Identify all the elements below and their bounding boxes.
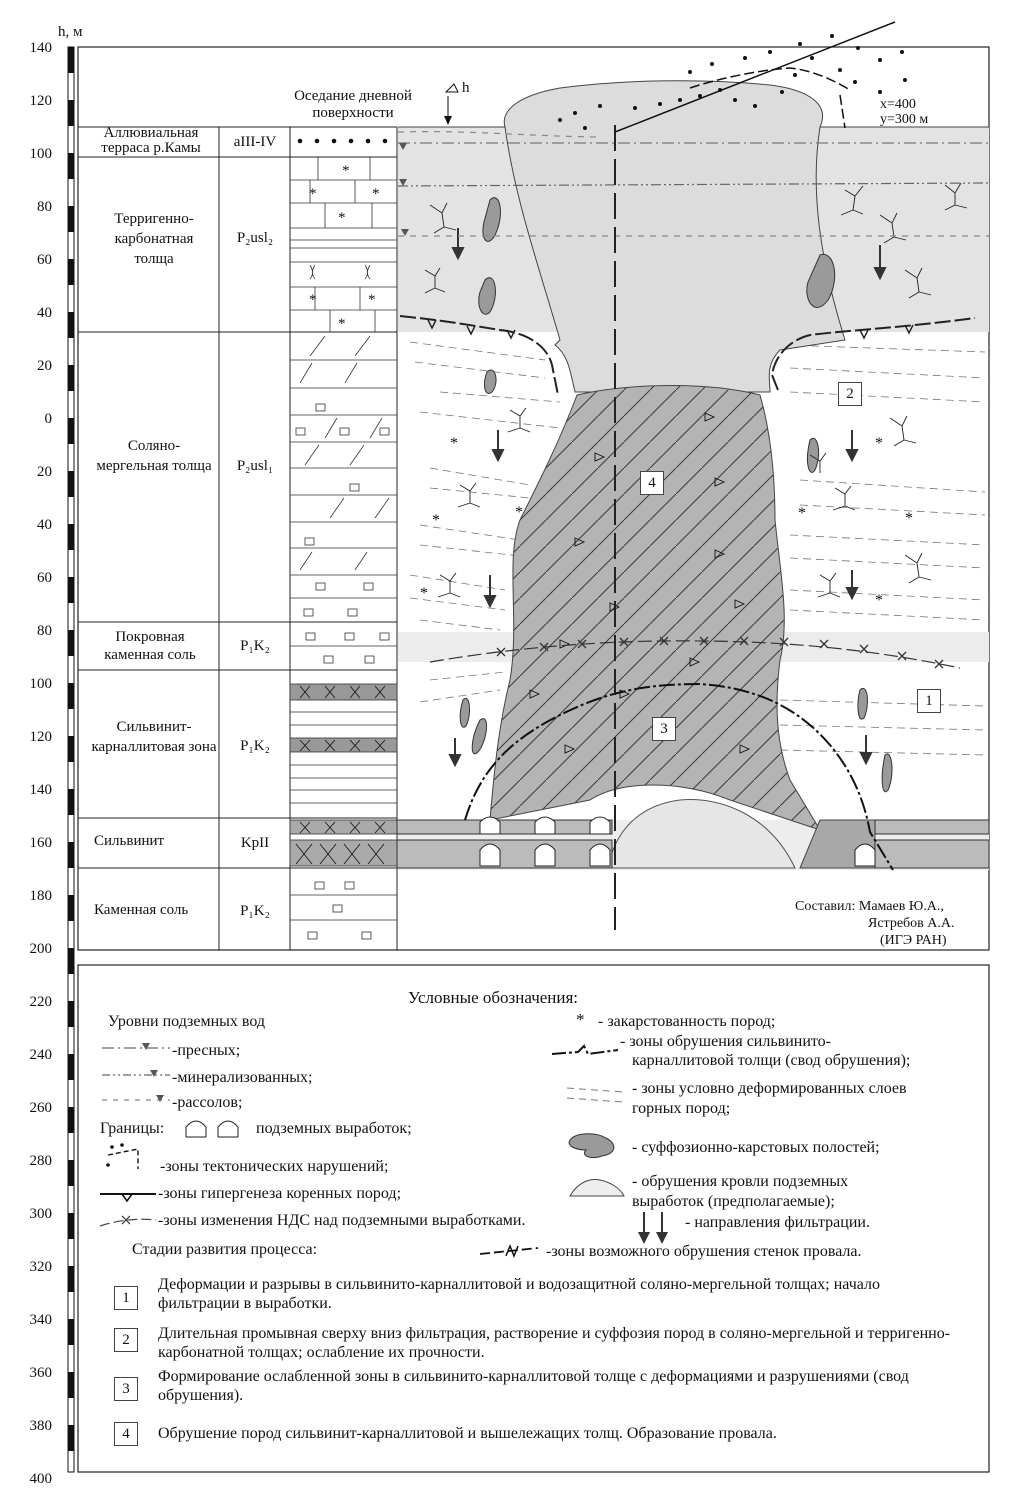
tick-label: 340 (29, 1312, 52, 1328)
tick-label: 240 (29, 1047, 52, 1063)
legend-hypergenesis-symbol (98, 1186, 158, 1202)
legend-title: Условные обозначения: (408, 988, 579, 1007)
stratum-name: Покровная каменная соль (104, 629, 196, 663)
zone-number-box: 3 (652, 717, 676, 741)
legend-cavity-symbol (566, 1130, 626, 1162)
tick-label: 100 (29, 146, 52, 162)
svg-text:*: * (798, 505, 806, 522)
legend-water-title: Уровни подземных вод (108, 1013, 266, 1030)
stage-number-box: 3 (114, 1377, 138, 1401)
svg-text:*: * (372, 186, 380, 202)
stratum-name: Каменная соль (94, 902, 189, 918)
zone-number-box: 1 (917, 689, 941, 713)
stage-description: Обрушение пород сильвинит-карналлитовой и вышележащих толщ. Образование провала. (158, 1425, 777, 1442)
tick-label: 60 (37, 570, 52, 586)
tick-label: 360 (29, 1365, 52, 1381)
stratum-index: P₁K₂ (240, 738, 270, 754)
svg-text:*: * (420, 585, 428, 602)
legend-deformed-symbol (565, 1080, 625, 1110)
coord-y: y=300 м (880, 112, 929, 127)
legend-karst: - закарстованность пород; (598, 1013, 776, 1030)
tick-label: 400 (29, 1471, 52, 1487)
tick-label: 60 (37, 252, 52, 268)
depth-scale-bar (68, 47, 74, 1472)
legend-tectonic-symbol (100, 1143, 150, 1173)
svg-text:*: * (342, 163, 350, 179)
tick-label: 120 (29, 729, 52, 745)
tick-label: 100 (29, 676, 52, 692)
tick-label: 160 (29, 835, 52, 851)
stage-number-box: 1 (114, 1286, 138, 1310)
legend-cavities: - суффозионно-карстовых полостей; (632, 1139, 880, 1156)
legend-deformed-2: горных пород; (632, 1100, 731, 1117)
legend-mineralized: -минерализованных; (172, 1069, 313, 1086)
stage-description: Длительная промывная сверху вниз фильтрация, растворение и суффозия пород в соляно-мергельной и терригенно-карбонатной толщах; ослабление их прочности. (158, 1325, 951, 1361)
credit-line: (ИГЭ РАН) (880, 933, 947, 948)
svg-text:*: * (875, 435, 883, 452)
tick-label: 200 (29, 941, 52, 957)
legend-roof-symbol (566, 1176, 628, 1198)
zone-number-box: 4 (640, 471, 664, 495)
tick-label: 20 (37, 358, 52, 374)
legend-deformed-1: - зоны условно деформированных слоев (632, 1080, 907, 1097)
svg-text:*: * (309, 292, 317, 308)
tick-label: 260 (29, 1100, 52, 1116)
stratum-index: aIII-IV (233, 134, 277, 150)
stratum-index: P₂usl₁ (236, 458, 274, 474)
stratum-index: P₁K₂ (240, 903, 270, 919)
stratum-index: KpII (240, 835, 270, 851)
subsidence-label: Оседание дневной поверхности (294, 88, 412, 121)
svg-text:*: * (309, 186, 317, 202)
tick-label: 120 (29, 93, 52, 109)
stage-number-box: 2 (114, 1328, 138, 1352)
tick-label: 80 (37, 623, 52, 639)
legend-collapse-1: - зоны обрушения сильвинито- (620, 1033, 831, 1050)
subsidence-marker (444, 84, 458, 125)
tick-label: 180 (29, 888, 52, 904)
stratum-name: Терригенно-карбонатная толща (114, 211, 194, 267)
coord-x: x=400 (880, 97, 916, 112)
svg-text:*: * (450, 435, 458, 452)
tick-label: 300 (29, 1206, 52, 1222)
tick-label: 140 (29, 782, 52, 798)
tick-label: 80 (37, 199, 52, 215)
svg-text:*: * (338, 210, 346, 226)
svg-text:*: * (338, 316, 346, 332)
tick-label: 140 (29, 40, 52, 56)
stratum-name: Сильвинит-карналлитовая зона (91, 719, 217, 755)
legend-stress-symbol (98, 1212, 158, 1232)
svg-text:*: * (905, 510, 913, 527)
legend-stress: -зоны изменения НДС над подземными выработками. (158, 1212, 526, 1229)
svg-text:*: * (432, 512, 440, 529)
legend-fresh: -пресных; (172, 1042, 241, 1059)
tick-label: 280 (29, 1153, 52, 1169)
legend-stages-title: Стадии развития процесса: (132, 1241, 318, 1258)
legend-brines: -рассолов; (172, 1094, 243, 1111)
legend-collapse-symbol (550, 1042, 620, 1060)
legend-filtration-icon (634, 1210, 676, 1246)
svg-text:*: * (515, 504, 523, 521)
tick-label: 0 (44, 411, 52, 427)
stage-number-box: 4 (114, 1422, 138, 1446)
tick-label: 380 (29, 1418, 52, 1434)
legend-roof-1: - обрушения кровли подземных (632, 1173, 849, 1190)
legend-tectonic: -зоны тектонических нарушений; (160, 1158, 389, 1175)
stratum-index: P₂usl₂ (236, 230, 274, 246)
tick-label: 40 (37, 517, 52, 533)
stratum-name: Сильвинит (94, 833, 165, 849)
axis-tick-labels (30, 40, 53, 1487)
lithology-column (290, 139, 397, 939)
legend-hypergenesis: -зоны гипергенеза коренных пород; (158, 1185, 402, 1202)
legend-boundaries: Границы: (100, 1120, 165, 1137)
legend-filtration: - направления фильтрации. (685, 1214, 870, 1231)
zone-number-box: 2 (838, 382, 862, 406)
legend-wall-collapse: -зоны возможного обрушения стенок провала. (546, 1243, 862, 1260)
svg-text:*: * (368, 292, 376, 308)
credit-line: Составил: Мамаев Ю.А., (795, 899, 944, 914)
legend-workings: подземных выработок; (256, 1120, 412, 1137)
stratum-name: Аллювиальная терраса р.Камы (101, 125, 201, 156)
tick-label: 20 (37, 464, 52, 480)
legend-workings-symbol (182, 1117, 248, 1139)
subsidence-h-label: h (462, 80, 470, 96)
stratum-name: Соляно-мергельная толща (96, 438, 212, 474)
legend-water-symbols (100, 1040, 175, 1110)
legend-collapse-2: карналлитовой толщи (свод обрушения); (632, 1052, 911, 1069)
tick-label: 320 (29, 1259, 52, 1275)
stratum-index: P₁K₂ (240, 638, 270, 654)
svg-text:*: * (875, 592, 883, 609)
credit-line: Ястребов А.А. (868, 916, 955, 931)
stage-description: Формирование ослабленной зоны в сильвинито-карналлитовой толще с деформациями и разрушениями (свод обрушения). (158, 1368, 909, 1404)
legend-roof-2: выработок (предполагаемые); (632, 1193, 835, 1210)
karst-icon: * (576, 1010, 585, 1029)
tick-label: 40 (37, 305, 52, 321)
tick-label: 220 (29, 994, 52, 1010)
legend-wall-collapse-symbol (478, 1240, 544, 1262)
axis-label: h, м (58, 24, 83, 40)
stage-description: Деформации и разрывы в сильвинито-карналлитовой и водозащитной соляно-мергельной толщах; начало фильтрации в выработки. (158, 1276, 881, 1312)
collapse-zone (490, 386, 820, 830)
